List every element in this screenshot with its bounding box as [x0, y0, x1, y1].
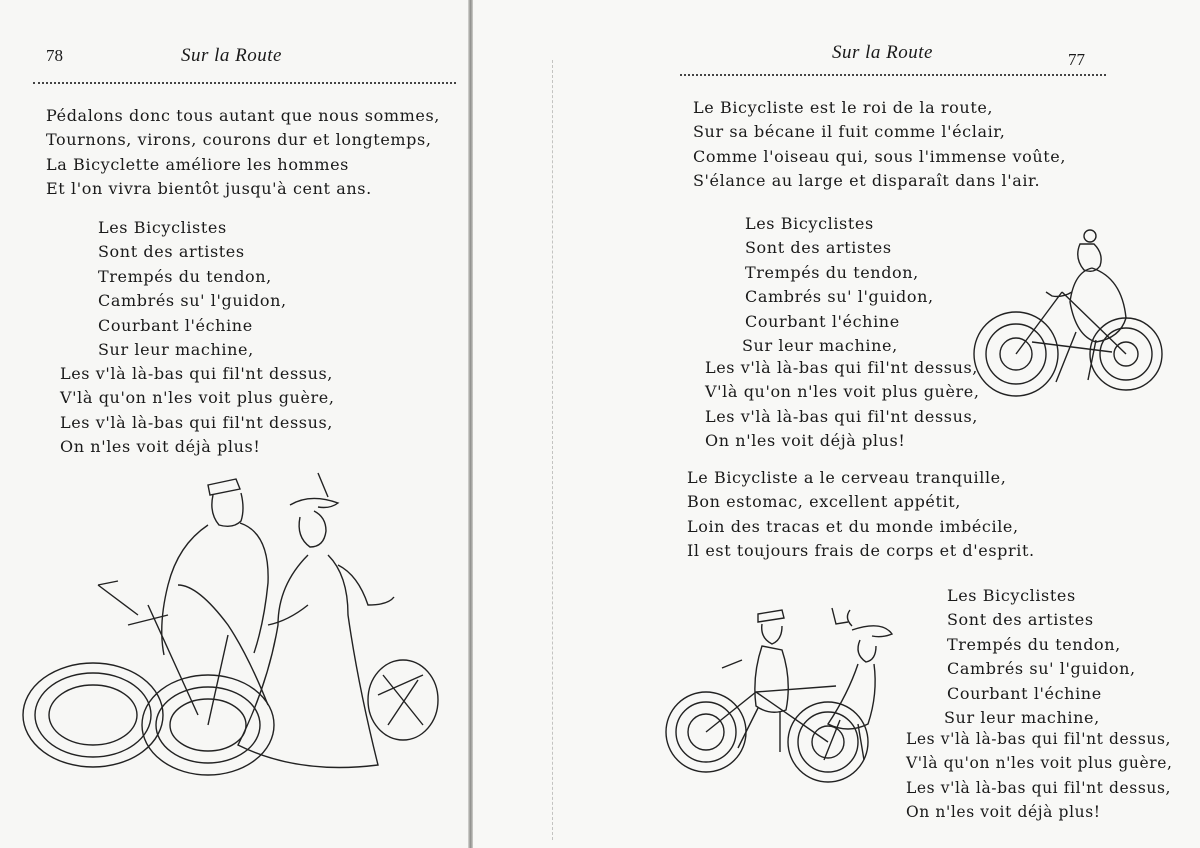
- header-rule-right: [680, 74, 1106, 76]
- single-cyclist-illustration: [972, 222, 1167, 412]
- page-number-left: 78: [46, 46, 63, 65]
- right-stanza-2: [687, 466, 1035, 564]
- right-refrain-1-tail: [705, 356, 980, 454]
- verse-line: Les v'là là-bas qui fil'nt dessus,: [705, 406, 978, 426]
- verse-line: Sont des artistes: [947, 610, 1094, 630]
- verse-line: S'élance au large et disparaît dans l'air.: [693, 171, 1041, 191]
- running-head-left: Sur la Route: [181, 45, 282, 66]
- verse-line: Cambrés su' l'guidon,: [98, 291, 287, 311]
- header-rule-left: [33, 82, 456, 84]
- verse-line: Loin des tracas et du monde imbécile,: [687, 516, 1019, 536]
- verse-line: Les v'là là-bas qui fil'nt dessus,: [705, 358, 978, 377]
- verse-line: Bon estomac, excellent appétit,: [687, 492, 961, 512]
- right-refrain-2-tail: [906, 727, 1173, 825]
- verse-line: Sont des artistes: [745, 238, 892, 258]
- verse-line: Pédalons donc tous autant que nous sommes,: [46, 106, 440, 125]
- verse-line: On n'les voit déjà plus!: [906, 803, 1101, 822]
- verse-line: Cambrés su' l'guidon,: [947, 659, 1136, 679]
- verse-line: Les v'là là-bas qui fil'nt dessus,: [60, 364, 333, 383]
- right-refrain-2-indent: [944, 584, 1136, 730]
- verse-line: Cambrés su' l'guidon,: [745, 287, 934, 307]
- verse-line: Courbant l'échine: [745, 311, 900, 331]
- verse-line: Les v'là là-bas qui fil'nt dessus,: [906, 778, 1172, 797]
- verse-line: On n'les voit déjà plus!: [705, 431, 906, 451]
- verse-line: Le Bicycliste a le cerveau tranquille,: [687, 468, 1007, 487]
- right-stanza-1: [693, 96, 1066, 194]
- verse-line: Comme l'oiseau qui, sous l'immense voûte,: [693, 146, 1067, 166]
- verse-line: Les Bicyclistes: [947, 586, 1076, 605]
- verse-line: Le Bicycliste est le roi de la route,: [693, 98, 994, 117]
- page-number-right: 77: [1068, 50, 1085, 69]
- verse-line: Courbant l'échine: [98, 315, 253, 335]
- verse-line: On n'les voit déjà plus!: [60, 437, 261, 457]
- verse-line: Les Bicyclistes: [98, 218, 227, 237]
- verse-line: Sur leur machine,: [944, 708, 1100, 728]
- verse-line: Trempés du tendon,: [745, 262, 919, 282]
- tandem-cyclists-illustration: [662, 600, 912, 790]
- verse-line: La Bicyclette améliore les hommes: [46, 154, 349, 174]
- verse-line: Trempés du tendon,: [98, 266, 272, 286]
- verse-line: Courbant l'échine: [947, 683, 1102, 703]
- verse-line: Sur sa bécane il fuit comme l'éclair,: [693, 122, 1006, 142]
- verse-line: Sur leur machine,: [742, 336, 898, 356]
- left-refrain-indent: [98, 216, 287, 362]
- left-refrain-tail: [60, 362, 335, 460]
- verse-line: V'là qu'on n'les voit plus guère,: [906, 754, 1173, 773]
- verse-line: Et l'on vivra bientôt jusqu'à cent ans.: [46, 179, 372, 199]
- verse-line: Trempés du tendon,: [947, 634, 1121, 654]
- right-refrain-1-indent: [742, 212, 934, 358]
- verse-line: Sur leur machine,: [98, 340, 254, 360]
- couple-cyclists-illustration: [18, 465, 438, 795]
- verse-line: V'là qu'on n'les voit plus guère,: [705, 382, 980, 402]
- running-head-right: Sur la Route: [832, 42, 933, 63]
- verse-line: Les v'là là-bas qui fil'nt dessus,: [906, 730, 1172, 748]
- left-stanza-1: [46, 104, 440, 202]
- verse-line: Les Bicyclistes: [745, 214, 874, 233]
- scan-artifact-line: [552, 60, 553, 840]
- verse-line: Sont des artistes: [98, 242, 245, 262]
- verse-line: Tournons, virons, courons dur et longtemps,: [46, 130, 432, 150]
- book-gutter: [468, 0, 473, 848]
- verse-line: Il est toujours frais de corps et d'esprit.: [687, 541, 1035, 561]
- verse-line: Les v'là là-bas qui fil'nt dessus,: [60, 412, 333, 432]
- verse-line: V'là qu'on n'les voit plus guère,: [60, 388, 335, 408]
